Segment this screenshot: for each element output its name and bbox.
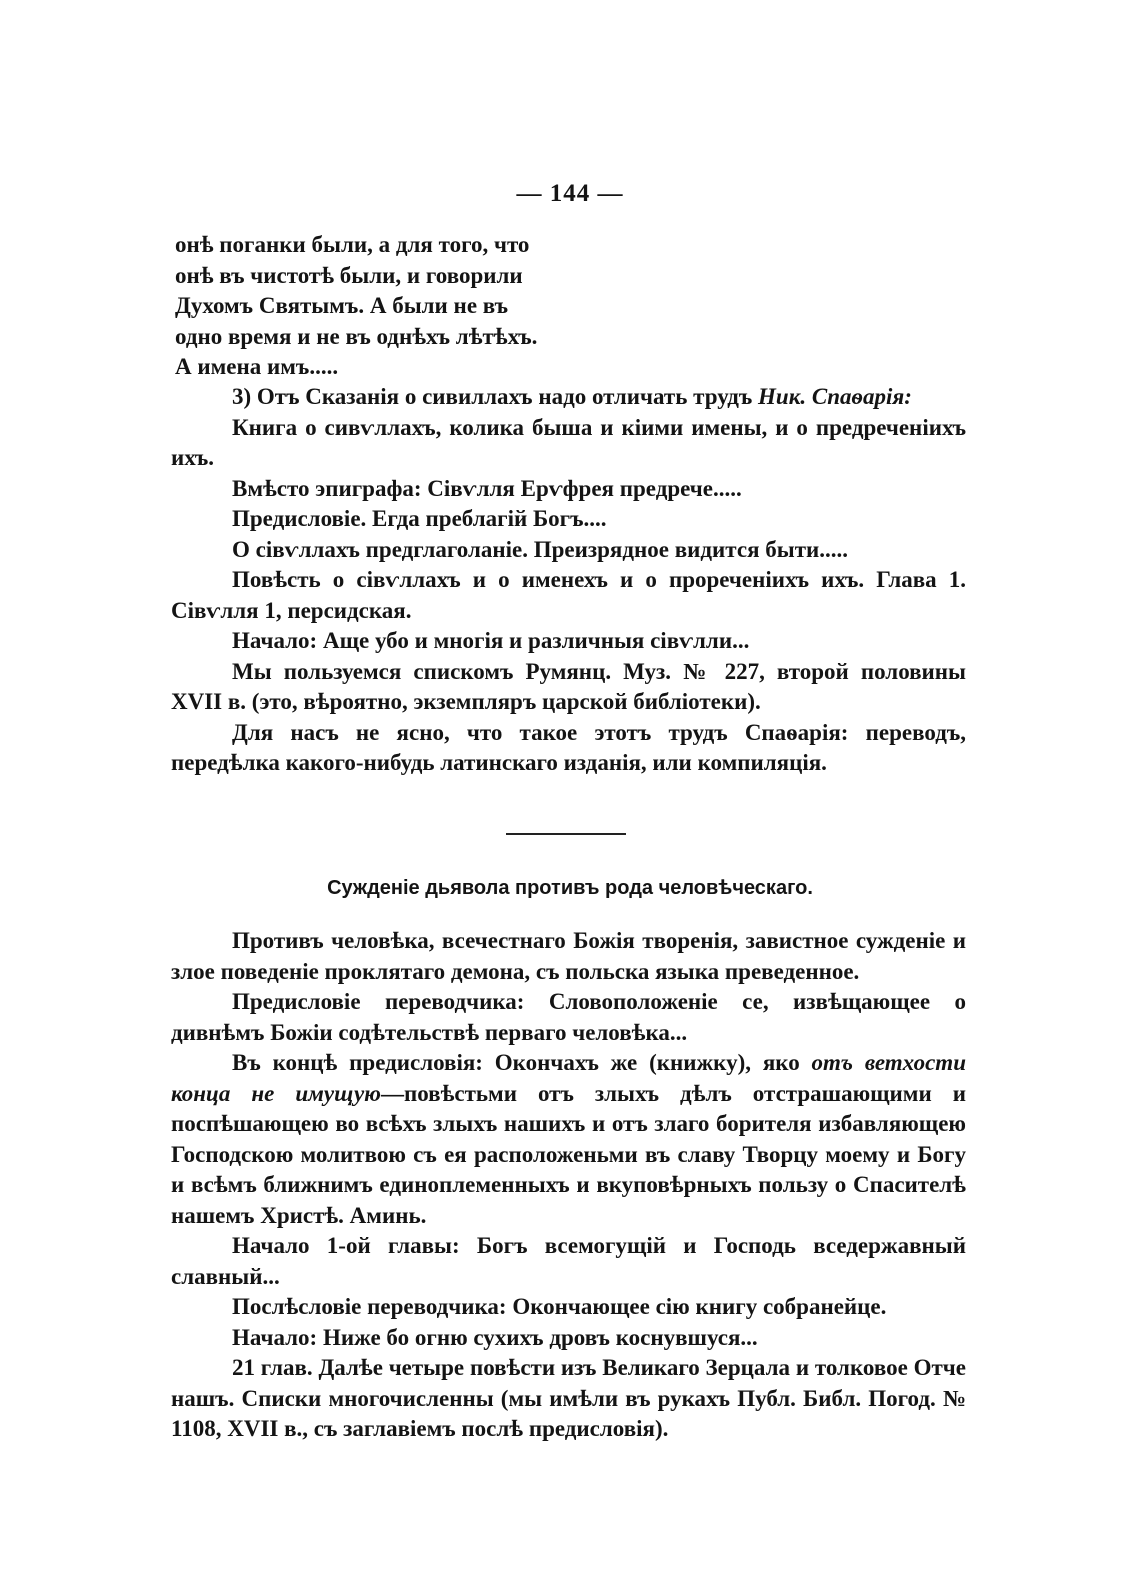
paragraph: Для насъ не ясно, что такое этотъ трудъ Спаѳарія: переводъ, передѣлка какого-нибудь латинскаго изданія, или компиляція. — [171, 719, 966, 775]
author-reference: Ник. Спаѳарія: — [758, 384, 912, 409]
paragraph: Начало: Ниже бо огню сухихъ дровъ коснувшуся... — [232, 1324, 758, 1350]
paragraph: 21 глав. Далѣе четыре повѣсти изъ Великаго Зерцала и толковое Отче нашъ. Списки многочисленны (мы имѣли въ рукахъ Публ. Библ. Погод. № 1108, XVII в., съ заглавіемъ послѣ предисловія). — [171, 1355, 966, 1441]
section-heading: Сужденіе дьявола противъ рода человѣческаго. — [327, 877, 813, 899]
paragraph: Начало 1-ой главы: Богъ всемогущій и Господь вседержавный славный... — [171, 1233, 966, 1289]
section-sibyls — [171, 382, 966, 779]
paragraph: О сівѵллахъ предглаголаніе. Преизрядное видится быти..... — [232, 536, 849, 562]
paragraph: Повѣсть о сівѵллахъ и о именехъ и о прореченіихъ ихъ. Глава 1. Сівѵлля 1, персидская. — [171, 567, 966, 623]
paragraph: Мы пользуемся спискомъ Румянц. Муз. № 227, второй половины XVII в. (это, вѣроятно, экземпляръ царской библіотеки). — [171, 658, 966, 714]
verse-quote — [175, 230, 595, 383]
paragraph: Предисловіе переводчика: Словоположеніе се, извѣщающее о дивнѣмъ Божіи содѣтельствѣ перваго человѣка... — [171, 989, 966, 1045]
section-divider — [506, 833, 626, 835]
paragraph: Книга о сивѵллахъ, колика быша и кіими имены, и о предреченіихъ ихъ. — [171, 414, 966, 470]
paragraph-text: Въ концѣ предисловія: Окончахъ же (книжку), яко — [232, 1050, 812, 1075]
verse-line: онѣ поганки были, а для того, что — [175, 232, 530, 257]
paragraph-text: 3) Отъ Сказанія о сивиллахъ надо отличать трудъ — [232, 384, 759, 409]
paragraph: Начало: Аще убо и многія и различныя сівѵлли... — [232, 628, 750, 653]
paragraph — [171, 382, 966, 413]
verse-line: А имена имъ..... — [175, 354, 339, 379]
paragraph-text: —повѣстьми отъ злыхъ дѣлъ отстрашающими и поспѣшающею во всѣхъ злыхъ нашихъ и отъ злаго борителя избавляющею Господскою молитвою съ ея расположеньми въ славу Творцу моему и Богу и всѣмъ ближнимъ единоплеменныхъ и вкуповѣрныхъ пользу о Спасителѣ нашемъ Христѣ. Аминь. — [171, 1080, 966, 1228]
page-number: — 144 — — [516, 180, 624, 207]
verse-line: онѣ въ чистотѣ были, и говорили — [175, 262, 523, 288]
paragraph: Предисловіе. Егда преблагій Богъ.... — [232, 506, 607, 531]
paragraph: Вмѣсто эпиграфа: Сівѵлля Ерѵфрея предрече..... — [232, 475, 742, 501]
quoted-phrase: отъ ветхости конца не имущую — [171, 1050, 966, 1106]
verse-line: Духомъ Святымъ. А были не въ — [175, 293, 509, 318]
section-devil-judgment — [171, 926, 966, 1445]
paragraph: Послѣсловіе переводчика: Окончающее сію книгу собранейце. — [232, 1294, 887, 1319]
paragraph — [171, 1048, 966, 1231]
paragraph: Противъ человѣка, всечестнаго Божія творенія, завистное сужденіе и злое поведеніе проклятаго демона, съ польска языка преведенное. — [171, 928, 966, 984]
verse-line: одно время и не въ однѣхъ лѣтѣхъ. — [175, 323, 538, 349]
